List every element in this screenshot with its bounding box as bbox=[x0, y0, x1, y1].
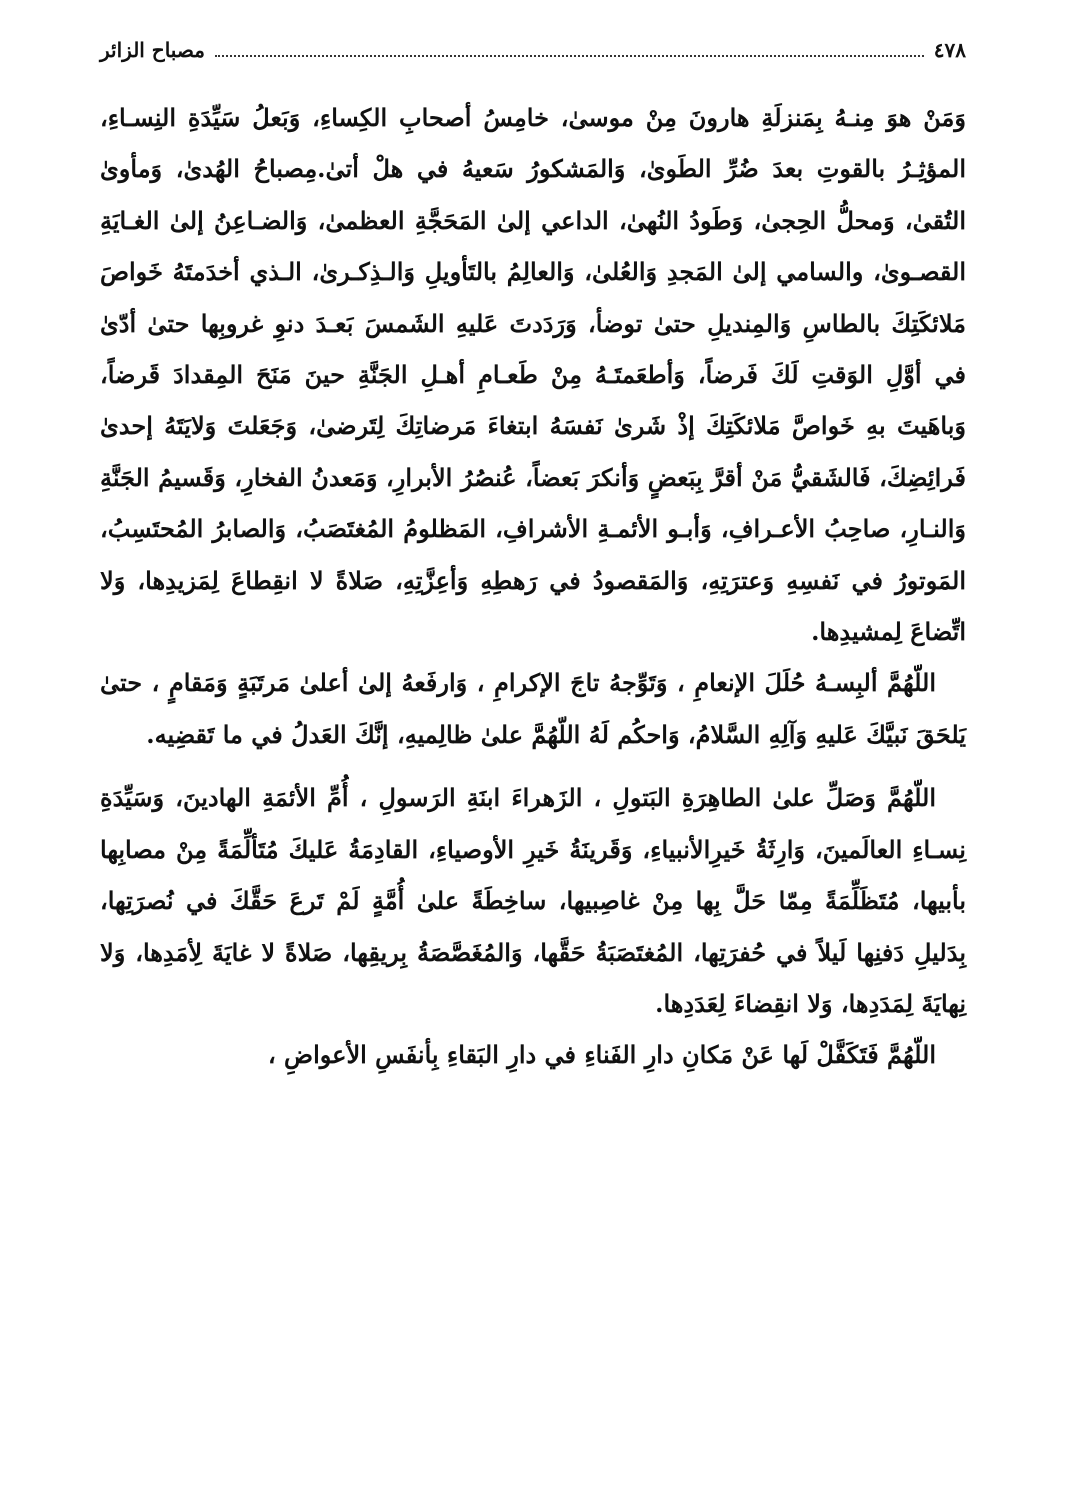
paragraph-4: اللّهُمَّ فَتَكَفَّلْ لَها عَنْ مَكانِ دارِ الفَناءِ في دارِ البَقاءِ بِأنفَسِ الأعواضِ ، bbox=[267, 1040, 936, 1070]
paragraph-1: وَمَنْ هوَ مِنـهُ بِمَنزلَةِ هارونَ مِنْ موسىٰ، خامِسُ أصحابِ الكِساءِ، وَبَعلُ سَيِّدَةِ النِسـاءِ، المؤثِـرُ بالقوتِ بعدَ ضُرِّ الطَوىٰ، وَالمَشكورُ سَعيهُ في هلْ أتىٰ.مِصباحُ الهُدىٰ، وَمأوىٰ التُقىٰ، وَمحلُّ الحِجىٰ، وَطَودُ النُهىٰ، الداعي إلىٰ المَحَجَّةِ العظمىٰ، وَالضـاعِنُ إلىٰ الغـايَةِ القصـوىٰ، والسامي إلىٰ المَجدِ وَالعُلىٰ، وَالعالِمُ بالتَأويلِ وَالـذِكـرىٰ، الـذي أخدَمتَهُ خَواصَ مَلائكَتِكَ بالطاسِ وَالمِنديلِ حتىٰ توضأ، وَرَدَدتَ عَليهِ الشَمسَ بَعـدَ دنوِ غروبِها حتىٰ أدّىٰ في أوَّلِ الوَقتِ لَكَ فَرضاً، وَأطعَمتَـهُ مِنْ طَعـامِ أهـلِ الجَنَّةِ حينَ مَنَحَ المِقدادَ قَرضاً، وَباهَيتَ بهِ خَواصَّ مَلائكَتِكَ إذْ شَرىٰ نَفسَهُ ابتغاءَ مَرضاتِكَ لِتَرضىٰ، وَجَعَلتَ وَلايَتَهُ إحدىٰ فَرائِضِكَ، فَالشَقيُّ مَنْ أقرَّ بِبَعضٍ وَأنكرَ بَعضاً، عُنصُرُ الأبرارِ، وَمَعدنُ الفخارِ، وَقَسيمُ الجَنَّةِ وَالنـارِ، صاحِبُ الأعـرافِ، وَأبـو الأئمـةِ الأشرافِ، المَظلومُ المُغتَصَبُ، وَالصابرُ المُحتَسِبُ، المَوتورُ في نَفسِهِ وَعترَتِهِ، وَالمَقصودُ في رَهطِهِ وَأعِزَّتِهِ، صَلاةً لا انقِطاعَ لِمَزيدِها، وَلا اتِّضاعَ لِمشيدِها. bbox=[100, 103, 967, 647]
page-number: ٤٧٨ bbox=[933, 38, 966, 62]
paragraph-2: اللّهُمَّ ألبِسـهُ حُلَلَ الإنعامِ ، وَتَوِّجهُ تاجَ الإكرامِ ، وَارفَعهُ إلىٰ أعلىٰ مَرتَبَةٍ وَمَقامٍ ، حتىٰ يَلحَقَ نَبيَّكَ عَليهِ وَآلِهِ السَّلامُ، وَاحكُم لَهُ اللّهُمَّ علىٰ ظالِميهِ، إنَّكَ العَدلُ في ما تَقضِيه. bbox=[100, 668, 966, 749]
running-title: مصباح الزائر bbox=[100, 38, 205, 62]
body-text bbox=[100, 92, 966, 1081]
paragraph-3: اللّهُمَّ وَصَلِّ علىٰ الطاهِرَةِ البَتولِ ، الزَهراءَ ابنَةِ الرَسولِ ، أُمِّ الأئمَةِ الهادينَ، وَسَيِّدَةِ نِسـاءِ العالَمينَ، وَارِثَةُ خَيرِالأنبياءِ، وَقَرينَةُ خَيرِ الأوصياءِ، القادِمَةُ عَليكَ مُتَألِّمَةً مِنْ مصابِها بأبيها، مُتَظَلِّمَةً مِمّا حَلَّ بِها مِنْ غاصِبيها، ساخِطَةً علىٰ أُمَّةٍ لَمْ تَرعَ حَقَّكَ في نُصرَتِها، بِدَليلِ دَفنِها لَيلاً في حُفرَتِها، المُغتَصَبَةُ حَقَّها، وَالمُغَصَّصَةُ بِريقِها، صَلاةً لا غايَةَ لِأمَدِها، وَلا نِهايَةَ لِمَدَدِها، وَلا انقِضاءَ لِعَدَدِها. bbox=[100, 783, 966, 1018]
dotted-leader bbox=[215, 43, 924, 57]
page-header bbox=[100, 38, 966, 78]
